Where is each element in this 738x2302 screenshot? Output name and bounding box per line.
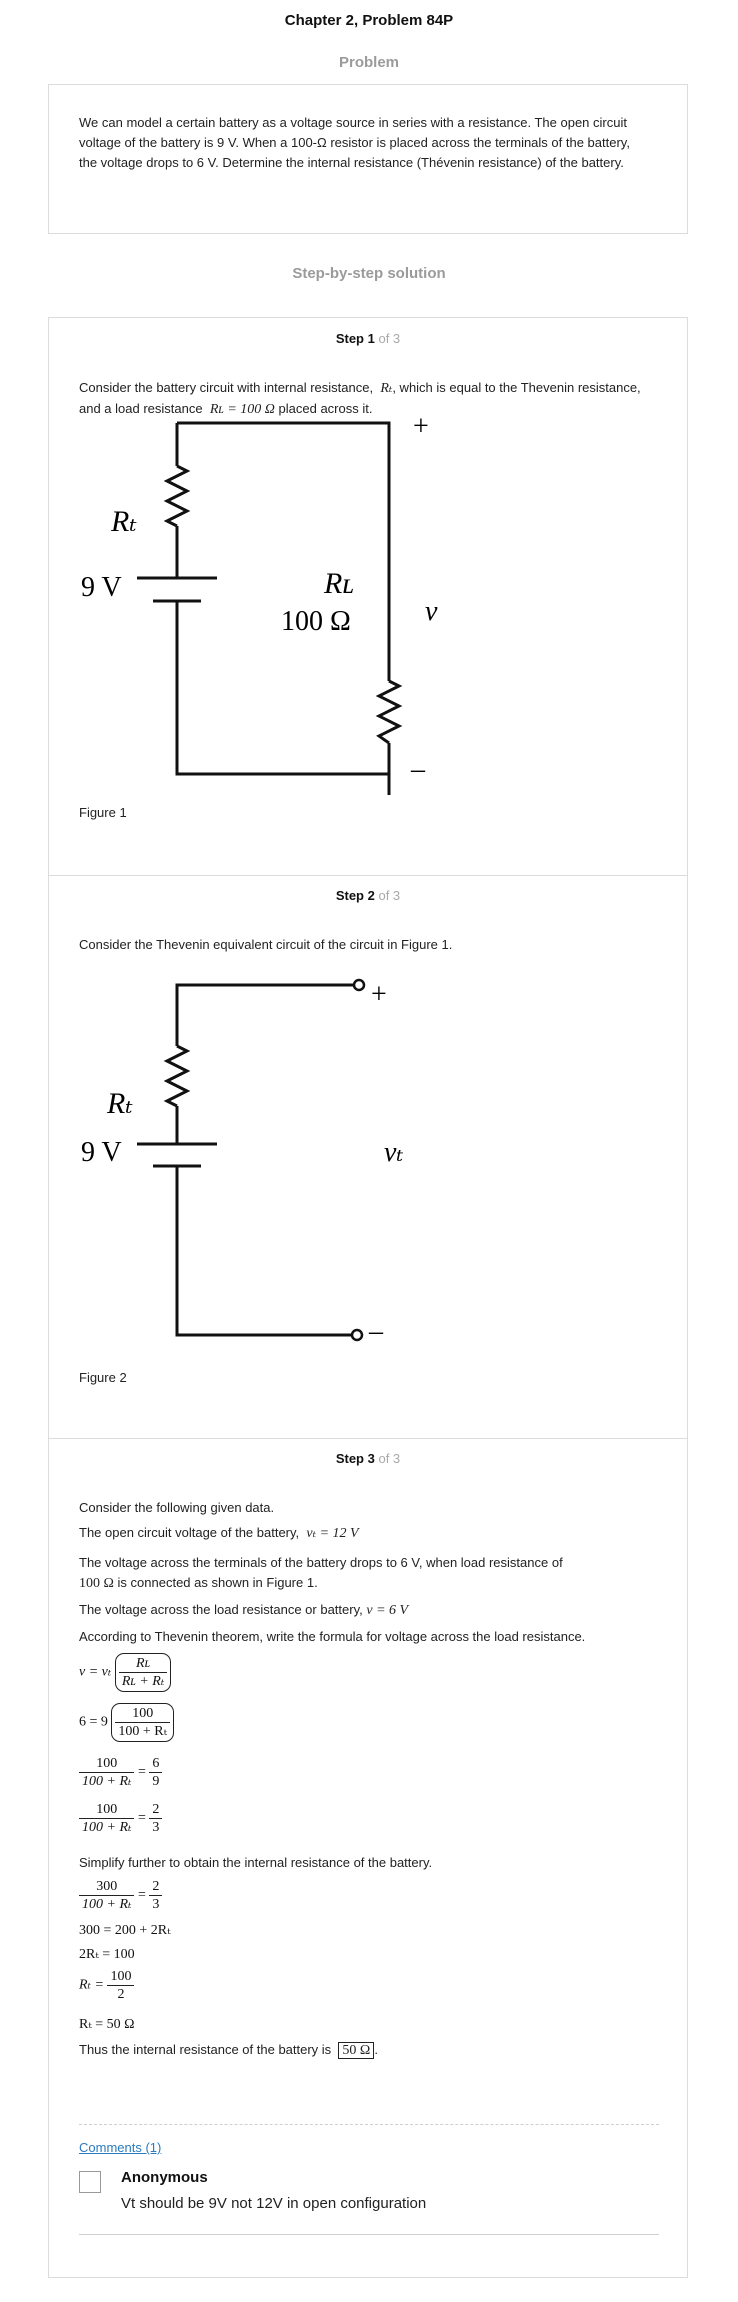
step-divider (48, 1438, 688, 1439)
step2-number: Step 2 (335, 888, 375, 903)
fig1-rl-value: 100 Ω (281, 606, 351, 637)
equation-4: $\frac{100}{\text{100 + Rₜ}}$ = $\frac{2}{3}$ (79, 1801, 162, 1836)
fig2-rt-label: Rₜ (107, 1087, 133, 1120)
problem-text: We can model a certain battery as a voltage source in series with a resistance. The open circuit voltage of the battery is 9 V. When a 100-Ω resistor is placed across the terminals of the battery, the voltage drops to 6 V. Determine the internal resistance (Thévenin resistance) of the battery. (79, 115, 630, 170)
rt-symbol: Rₜ (380, 381, 393, 396)
fig1-v-label: v (425, 596, 438, 627)
figure1-caption: Figure 1 (79, 805, 127, 820)
problem-box (48, 84, 688, 234)
fig2-plus: + (371, 979, 387, 1010)
page-title: Chapter 2, Problem 84P (284, 12, 454, 29)
equation-7: 2Rₜ = 100 (79, 1947, 135, 1962)
step2-text: Consider the Thevenin equivalent circuit of the circuit in Figure 1. (79, 937, 453, 952)
rl-symbol: Rʟ = 100 Ω (209, 402, 275, 417)
equation-8: Rₜ = $\frac{100}{2}$ (79, 1968, 134, 2003)
solution-heading: Step-by-step solution (292, 265, 446, 282)
fig1-rl-label: Rʟ (324, 567, 355, 600)
equation-3: $\frac{100}{\text{100 + Rₜ}}$ = $\frac{6}{9}$ (79, 1755, 162, 1790)
equation-6: 300 = 200 + 2Rₜ (79, 1923, 171, 1938)
step3-line2: The open circuit voltage of the battery, vₜ = 12 V (79, 1525, 359, 1541)
equation-9: Rₜ = 50 Ω (79, 2017, 135, 2032)
avatar (79, 2171, 101, 2193)
step-divider (48, 875, 688, 876)
comments-link[interactable]: Comments (1) (79, 2140, 162, 2155)
solution-box (48, 317, 688, 2278)
step3-line3: The voltage across the terminals of the battery drops to 6 V, when load resistance of (79, 1555, 563, 1570)
step2-label (49, 888, 687, 903)
step2-of: of 3 (378, 888, 401, 903)
step3-line5: The voltage across the load resistance or battery, v = 6 V (79, 1602, 409, 1618)
step3-label (49, 1451, 687, 1466)
equation-5: $\frac{300}{\text{100 + Rₜ}}$ = $\frac{2}{3}$ (79, 1878, 162, 1913)
equation-2: 6 = 9 $\frac{100}{\text{100 + Rₜ}}$ (79, 1703, 174, 1742)
fig2-source-label: 9 V (81, 1137, 122, 1168)
comments-bottom-rule (79, 2234, 659, 2235)
step1-text: Consider the battery circuit with internal resistance, Rₜ, which is equal to the Thevenin resistance, and a load resistance Rʟ = 100 Ω placed across it. (79, 380, 641, 417)
figure2-caption: Figure 2 (79, 1370, 127, 1385)
comment-text: Vt should be 9V not 12V in open configuration (121, 2195, 427, 2212)
step1-number: Step 1 (335, 331, 375, 346)
fig2-minus: – (369, 1316, 383, 1347)
step3-conclusion: Thus the internal resistance of the battery is 50 Ω . (79, 2042, 378, 2058)
step3-line6: According to Thevenin theorem, write the formula for voltage across the load resistance. (79, 1629, 586, 1644)
step3-line4: 100 Ω is connected as shown in Figure 1. (79, 1575, 318, 1591)
comment-author: Anonymous (121, 2169, 208, 2186)
fig1-source-label: 9 V (81, 572, 122, 603)
comments-divider (79, 2124, 659, 2125)
fig2-vt-label: vₜ (384, 1137, 404, 1168)
figure2-circuit (49, 968, 689, 1347)
problem-heading: Problem (338, 54, 399, 71)
equation-1: v = vₜ $\frac{\text{Rʟ}}{\text{Rʟ + Rₜ}}$ (79, 1653, 171, 1692)
step3-line7: Simplify further to obtain the internal resistance of the battery. (79, 1855, 433, 1870)
answer-box: 50 Ω (338, 2042, 374, 2059)
step3-of: of 3 (378, 1451, 401, 1466)
step1-label (49, 331, 687, 346)
step1-of: of 3 (378, 331, 401, 346)
step3-line1: Consider the following given data. (79, 1500, 275, 1515)
fig1-minus: – (411, 754, 425, 785)
fig1-rt-label: Rₜ (111, 505, 137, 538)
step3-number: Step 3 (335, 1451, 375, 1466)
fig1-plus: + (413, 411, 429, 442)
